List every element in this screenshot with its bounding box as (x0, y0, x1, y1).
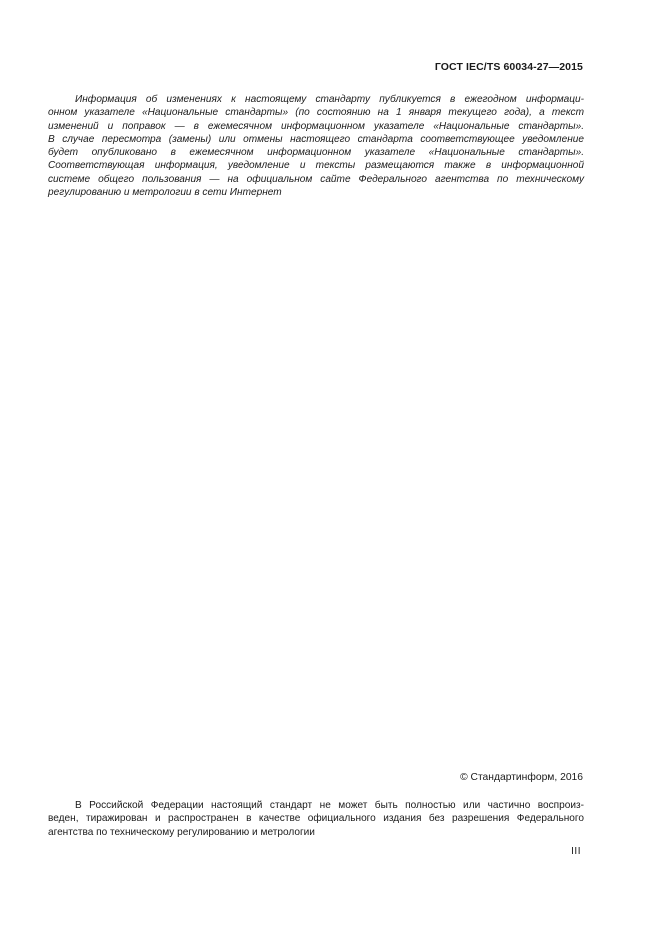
info-notice-line: регулированию и метрологии в сети Интернет (48, 187, 282, 199)
info-notice-line: будет опубликовано в ежемесячном информационном указателе «Национальные стандарты». (48, 147, 584, 159)
reproduction-legal-notice (48, 799, 584, 839)
legal-notice-line: агентства по техническому регулированию и метрологии (48, 826, 315, 838)
legal-notice-line: веден, тиражирован и распространен в качестве официального издания без разрешения Федерального (48, 813, 584, 825)
info-notice-line: системе общего пользования — на официальном сайте Федерального агентства по техническому (48, 173, 584, 185)
legal-notice-line: В Российской Федерации настоящий стандарт не может быть полностью или частично воспроиз- (75, 800, 584, 811)
standard-code-header: ГОСТ IEC/TS 60034-27—2015 (434, 61, 583, 73)
amendments-info-notice (48, 93, 584, 199)
info-notice-line: Информация об изменениях к настоящему стандарту публикуется в ежегодном информаци- (75, 94, 584, 105)
copyright-notice: © Стандартинформ, 2016 (460, 772, 583, 783)
info-notice-line: Соответствующая информация, уведомление и тексты размещаются также в информационной (48, 160, 584, 172)
page-number: III (571, 846, 581, 857)
info-notice-line: В случае пересмотра (замены) или отмены настоящего стандарта соответствующее уведомление (48, 133, 584, 145)
info-notice-line: изменений и поправок — в ежемесячном информационном указателе «Национальные стандарты». (48, 120, 584, 132)
info-notice-line: онном указателе «Национальные стандарты» (по состоянию на 1 января текущего года), а текст (48, 107, 584, 119)
